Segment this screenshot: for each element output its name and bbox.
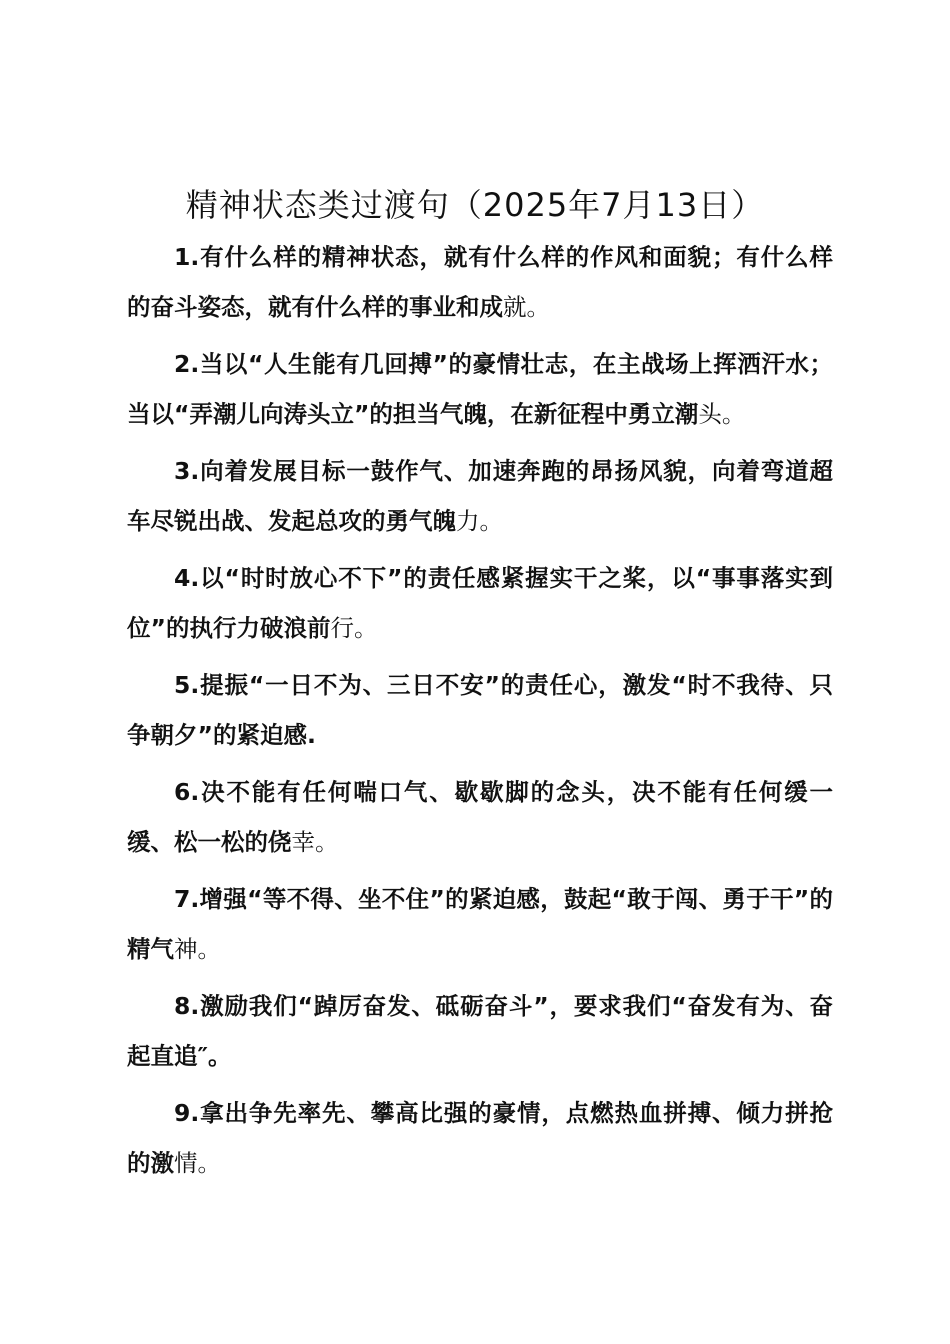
paragraph-1 — [127, 232, 833, 332]
paragraph-7 — [127, 874, 833, 974]
paragraph-6-tail: 幸。 — [291, 828, 339, 856]
paragraph-9-text: 9.拿出争先率先、攀高比强的豪情，点燃热血拼搏、倾力拼抢的激 — [127, 1099, 833, 1177]
paragraph-9 — [127, 1088, 833, 1188]
paragraph-5-text: 5.提振“一日不为、三日不安”的责任心，激发“时不我待、只争朝夕”的紧迫感. — [127, 671, 833, 749]
document-title: 精神状态类过渡句（2025年7月13日） — [185, 186, 765, 224]
paragraph-4 — [127, 553, 833, 653]
paragraph-8-text: 8.激励我们“踔厉奋发、砥砺奋斗”，要求我们“奋发有为、奋起直追″。 — [127, 992, 833, 1070]
paragraph-4-tail: 行。 — [330, 614, 378, 642]
paragraph-8 — [127, 981, 833, 1081]
paragraph-6 — [127, 767, 833, 867]
paragraph-9-tail: 情。 — [174, 1149, 221, 1177]
paragraph-4-text: 4.以“时时放心不下”的责任感紧握实干之桨，以“事事落实到位”的执行力破浪前 — [127, 564, 833, 642]
paragraph-3-text: 3.向着发展目标一鼓作气、加速奔跑的昂扬风貌，向着弯道超车尽锐出战、发起总攻的勇气魄 — [127, 457, 833, 535]
paragraph-3-tail: 力。 — [456, 507, 503, 535]
paragraph-7-tail: 神。 — [174, 935, 221, 963]
paragraph-2-text: 2.当以“人生能有几回搏”的豪情壮志，在主战场上挥洒汗水；当以“弄潮儿向涛头立”的担当气魄，在新征程中勇立潮 — [127, 350, 833, 428]
paragraph-6-text: 6.决不能有任何喘口气、歇歇脚的念头，决不能有任何缓一缓、松一松的侥 — [127, 778, 833, 856]
paragraph-7-text: 7.增强“等不得、坐不住”的紧迫感，鼓起“敢于闯、勇于干”的精气 — [127, 885, 833, 963]
paragraph-5 — [127, 660, 833, 760]
paragraph-1-text: 1.有什么样的精神状态，就有什么样的作风和面貌；有什么样的奋斗姿态，就有什么样的事业和成 — [127, 243, 833, 321]
paragraph-3 — [127, 446, 833, 546]
paragraph-2-tail: 头。 — [698, 400, 746, 428]
paragraph-1-tail: 就。 — [503, 293, 550, 321]
document-body — [127, 232, 833, 1195]
paragraph-2 — [127, 339, 833, 439]
